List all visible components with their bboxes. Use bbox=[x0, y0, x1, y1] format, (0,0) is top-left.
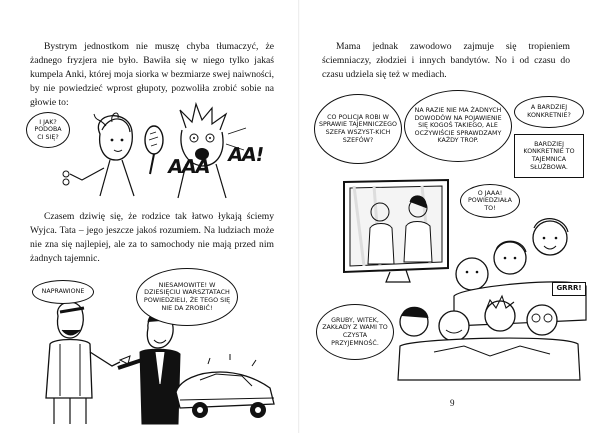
scream-aa: AA! bbox=[226, 144, 266, 166]
growl-grrr: GRRR! bbox=[552, 282, 586, 296]
left-paragraph-2: Czasem dziwię się, że rodzice tak łatwo łykają ściemy Wyjca. Tata – jego jeszcze jakoś rozumiem. Na ludziach może nie zna się najlepiej, ale za to samochody nie mają przed nim żadnych tajemnic. bbox=[30, 211, 274, 264]
bubble-fixed: NAPRAWIONE bbox=[32, 280, 94, 304]
right-page bbox=[300, 0, 600, 433]
bubble-reporter-question: CO POLICJA ROBI W SPRAWIE TAJEMNICZEGO SZEFA WSZYST-KICH SZEFÓW? bbox=[314, 94, 402, 164]
box-classified-answer: BARDZIEJ KONKRETNIE TO TAJEMNICA SŁUŻBOWA. bbox=[514, 134, 584, 178]
bubble-amazing: NIESAMOWITE! W DZIESIĘCIU WARSZTATACH POWIEDZIELI, ŻE TEGO SIĘ NIE DA ZROBIĆ! bbox=[136, 268, 238, 326]
left-page bbox=[0, 0, 299, 433]
scream-aaa: AAA bbox=[166, 156, 212, 178]
bubble-she-said-it: O JAAA! POWIEDZIAŁA TO! bbox=[460, 184, 520, 218]
panel-car-repair bbox=[30, 268, 274, 428]
bubble-how-do-you-like-it: I JAK? PODOBA CI SIĘ? bbox=[26, 112, 70, 148]
bubble-more-specific: A BARDZIEJ KONKRETNIE? bbox=[514, 96, 584, 128]
right-paragraph-1: Mama jednak zawodowo zajmuje się tropieniem ściemniaczy, złodziei i innych bandytów. No i od czasu do czasu udziela się też w mediach. bbox=[322, 41, 570, 80]
bubble-mom-answer: NA RAZIE NIE MA ŻADNYCH DOWODÓW NA POJAWIENIE SIĘ KOGOŚ TAKIEGO, ALE OCZYWIŚCIE SPRAWDZAMY KAŻDY TROP. bbox=[404, 90, 512, 162]
page-number: 9 bbox=[450, 398, 455, 408]
panel-hairdresser bbox=[30, 104, 274, 200]
bubble-gruby-witek: GRUBY, WITEK, ZAKŁADY Z WAMI TO CZYSTA PRZYJEMNOŚĆ. bbox=[316, 304, 394, 360]
left-paragraph-1: Bystrym jednostkom nie muszę chyba tłumaczyć, że żadnego fryzjera nie było. Bawiła się w niego tylko jakaś kumpela Anki, której moja siorka w bezmiarze swej naiwności, by nie powiedzieć wprost głupoty, pozwoliła zrobić sobie na głowie to: bbox=[30, 41, 274, 108]
panel-tv-interview bbox=[314, 90, 586, 380]
